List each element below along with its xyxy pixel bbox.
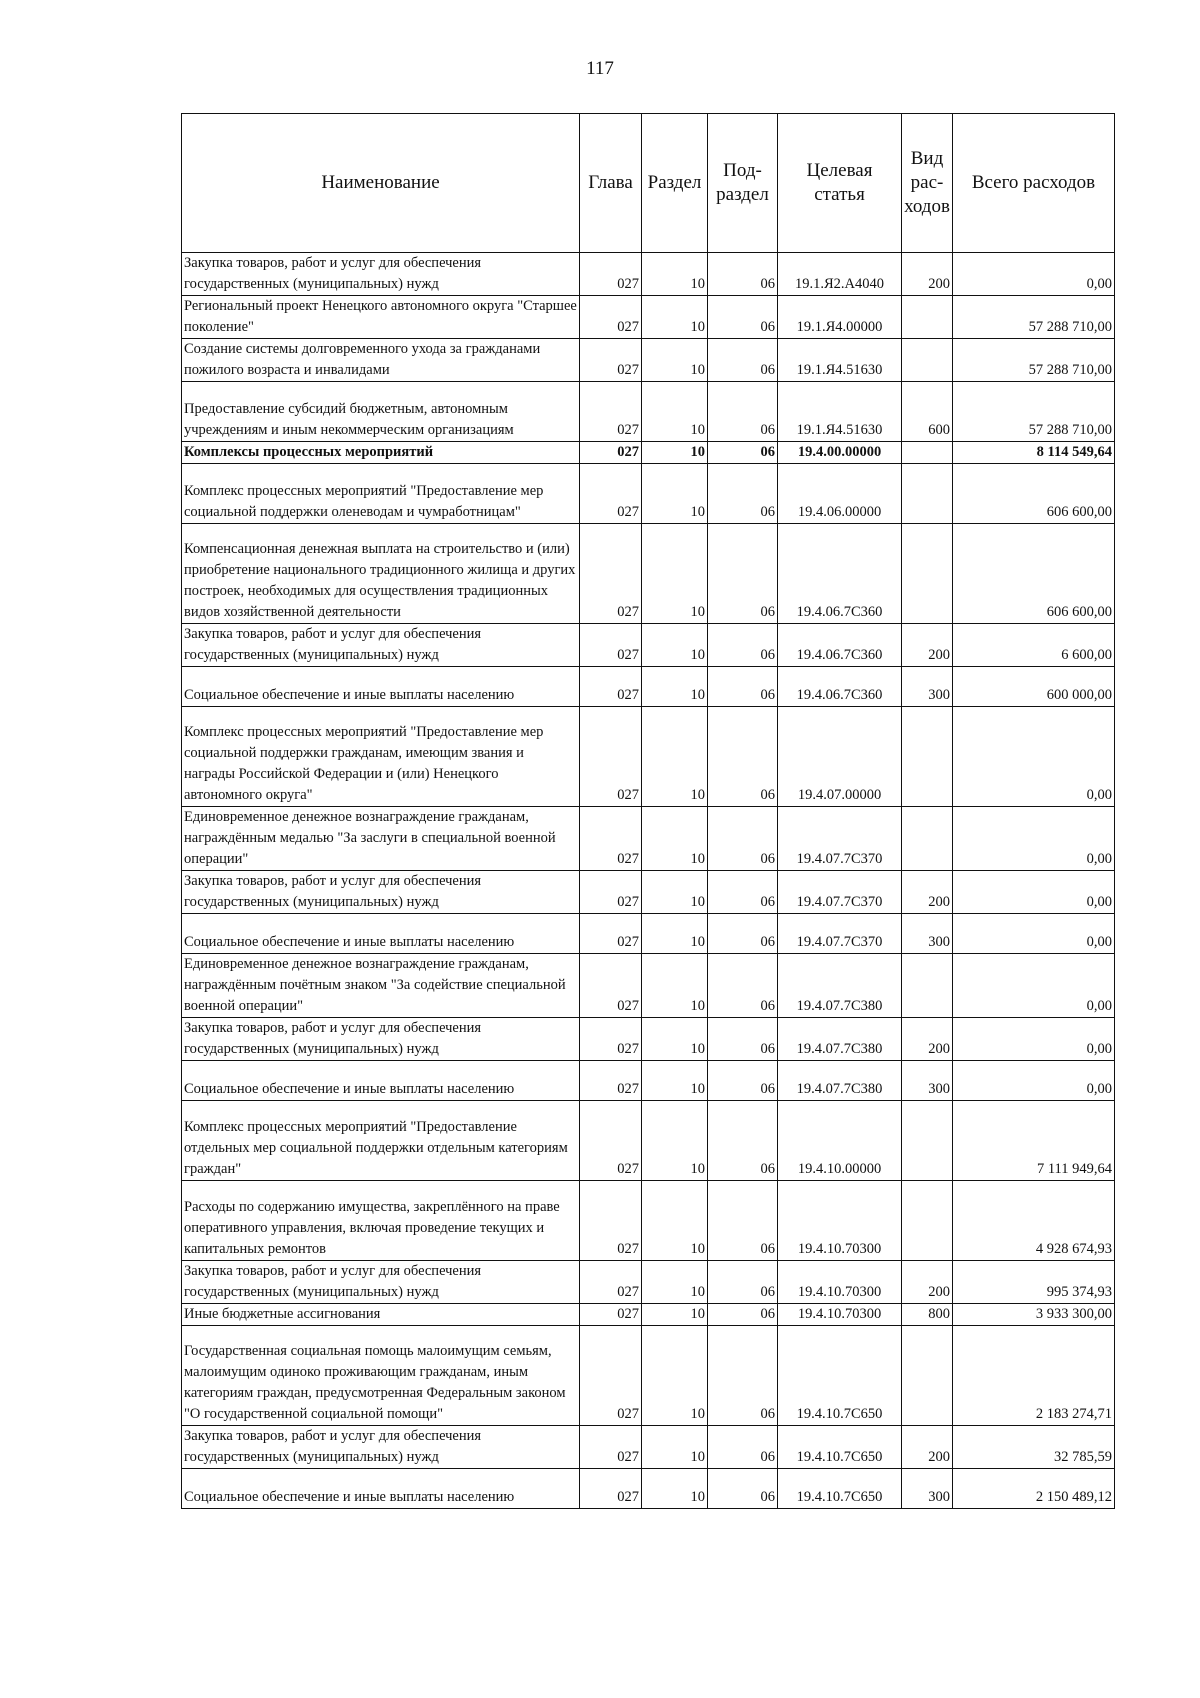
table-row — [182, 667, 1115, 707]
row-target: 19.4.06.7С360 — [778, 524, 902, 624]
row-chapter: 027 — [580, 1426, 642, 1469]
row-total: 0,00 — [953, 1018, 1115, 1061]
row-name: Закупка товаров, работ и услуг для обеспечения государственных (муниципальных) нужд — [182, 253, 580, 296]
row-type: 300 — [902, 914, 953, 954]
row-name: Государственная социальная помощь малоимущим семьям, малоимущим одиноко проживающим гражданам, иным категориям граждан, предусмотренная Федеральным законом "О государственной социальной помощи" — [182, 1326, 580, 1426]
row-subsection: 06 — [708, 1326, 778, 1426]
row-name: Социальное обеспечение и иные выплаты населению — [182, 1469, 580, 1509]
table-row — [182, 1304, 1115, 1326]
row-total: 7 111 949,64 — [953, 1101, 1115, 1181]
row-type: 300 — [902, 1469, 953, 1509]
table-row — [182, 707, 1115, 807]
row-type: 200 — [902, 871, 953, 914]
row-section: 10 — [642, 807, 708, 871]
row-section: 10 — [642, 1426, 708, 1469]
row-subsection: 06 — [708, 1061, 778, 1101]
table-row — [182, 954, 1115, 1018]
row-section: 10 — [642, 296, 708, 339]
row-section: 10 — [642, 1181, 708, 1261]
row-total: 2 150 489,12 — [953, 1469, 1115, 1509]
row-total: 0,00 — [953, 707, 1115, 807]
header-target-line1: Целевая — [806, 160, 873, 181]
row-section: 10 — [642, 1061, 708, 1101]
row-total: 600 000,00 — [953, 667, 1115, 707]
row-type: 200 — [902, 1261, 953, 1304]
table-row — [182, 1018, 1115, 1061]
row-section: 10 — [642, 253, 708, 296]
table-row — [182, 464, 1115, 524]
header-target — [778, 114, 902, 253]
row-type — [902, 339, 953, 382]
row-target: 19.4.10.70300 — [778, 1181, 902, 1261]
row-section: 10 — [642, 339, 708, 382]
row-chapter: 027 — [580, 807, 642, 871]
row-subsection: 06 — [708, 442, 778, 464]
row-chapter: 027 — [580, 1304, 642, 1326]
row-chapter: 027 — [580, 707, 642, 807]
table-row — [182, 339, 1115, 382]
row-section: 10 — [642, 1469, 708, 1509]
table-row — [182, 624, 1115, 667]
table-row — [182, 296, 1115, 339]
row-chapter: 027 — [580, 253, 642, 296]
row-type: 200 — [902, 1018, 953, 1061]
row-total: 0,00 — [953, 914, 1115, 954]
row-target: 19.4.07.7С380 — [778, 1018, 902, 1061]
row-subsection: 06 — [708, 296, 778, 339]
budget-table — [181, 113, 1115, 1509]
row-chapter: 027 — [580, 1181, 642, 1261]
row-total: 606 600,00 — [953, 464, 1115, 524]
row-subsection: 06 — [708, 954, 778, 1018]
table-row — [182, 524, 1115, 624]
header-subsection-line2: раздел — [716, 184, 769, 205]
row-section: 10 — [642, 707, 708, 807]
header-target-line2: статья — [814, 184, 865, 205]
row-type — [902, 954, 953, 1018]
row-total: 0,00 — [953, 1061, 1115, 1101]
row-total: 0,00 — [953, 871, 1115, 914]
row-chapter: 027 — [580, 1018, 642, 1061]
row-subsection: 06 — [708, 464, 778, 524]
row-name: Создание системы долговременного ухода за гражданами пожилого возраста и инвалидами — [182, 339, 580, 382]
row-target: 19.4.07.00000 — [778, 707, 902, 807]
row-target: 19.1.Я4.51630 — [778, 382, 902, 442]
row-type — [902, 807, 953, 871]
row-chapter: 027 — [580, 1326, 642, 1426]
row-type — [902, 464, 953, 524]
row-section: 10 — [642, 1101, 708, 1181]
row-type: 200 — [902, 1426, 953, 1469]
row-section: 10 — [642, 1304, 708, 1326]
table-row — [182, 382, 1115, 442]
row-name: Социальное обеспечение и иные выплаты населению — [182, 1061, 580, 1101]
row-target: 19.4.06.00000 — [778, 464, 902, 524]
row-total: 3 933 300,00 — [953, 1304, 1115, 1326]
row-name: Единовременное денежное вознаграждение гражданам, награждённым почётным знаком "За содействие специальной военной операции" — [182, 954, 580, 1018]
row-type: 800 — [902, 1304, 953, 1326]
row-name: Комплекс процессных мероприятий "Предоставление мер социальной поддержки оленеводам и чумработницам" — [182, 464, 580, 524]
row-subsection: 06 — [708, 339, 778, 382]
row-subsection: 06 — [708, 382, 778, 442]
row-total: 8 114 549,64 — [953, 442, 1115, 464]
row-subsection: 06 — [708, 524, 778, 624]
row-subsection: 06 — [708, 1181, 778, 1261]
row-name: Закупка товаров, работ и услуг для обеспечения государственных (муниципальных) нужд — [182, 1261, 580, 1304]
row-target: 19.4.00.00000 — [778, 442, 902, 464]
row-target: 19.4.07.7С370 — [778, 807, 902, 871]
page-number: 117 — [586, 58, 614, 79]
table-row — [182, 871, 1115, 914]
row-total: 995 374,93 — [953, 1261, 1115, 1304]
row-section: 10 — [642, 871, 708, 914]
row-type: 200 — [902, 624, 953, 667]
row-section: 10 — [642, 524, 708, 624]
header-type-line2: рас- — [910, 172, 944, 193]
row-name: Социальное обеспечение и иные выплаты населению — [182, 914, 580, 954]
row-chapter: 027 — [580, 464, 642, 524]
table-row — [182, 1181, 1115, 1261]
header-type — [902, 114, 953, 253]
table-row — [182, 807, 1115, 871]
row-section: 10 — [642, 464, 708, 524]
row-total: 0,00 — [953, 253, 1115, 296]
row-chapter: 027 — [580, 1469, 642, 1509]
row-name: Социальное обеспечение и иные выплаты населению — [182, 667, 580, 707]
row-section: 10 — [642, 1326, 708, 1426]
row-total: 6 600,00 — [953, 624, 1115, 667]
row-subsection: 06 — [708, 1304, 778, 1326]
header-chapter: Глава — [580, 114, 642, 253]
header-subsection — [708, 114, 778, 253]
table-body — [182, 253, 1115, 1509]
row-target: 19.4.06.7С360 — [778, 624, 902, 667]
table-row — [182, 442, 1115, 464]
row-chapter: 027 — [580, 524, 642, 624]
row-target: 19.4.10.70300 — [778, 1304, 902, 1326]
row-section: 10 — [642, 914, 708, 954]
row-section: 10 — [642, 667, 708, 707]
table-row — [182, 1061, 1115, 1101]
row-target: 19.4.10.7С650 — [778, 1326, 902, 1426]
row-name: Региональный проект Ненецкого автономного округа "Старшее поколение" — [182, 296, 580, 339]
row-type — [902, 1326, 953, 1426]
row-total: 57 288 710,00 — [953, 339, 1115, 382]
row-target: 19.4.10.7С650 — [778, 1469, 902, 1509]
row-target: 19.4.10.00000 — [778, 1101, 902, 1181]
row-target: 19.1.Я4.00000 — [778, 296, 902, 339]
table-row — [182, 1426, 1115, 1469]
row-type — [902, 524, 953, 624]
row-subsection: 06 — [708, 707, 778, 807]
row-target: 19.1.Я2.А4040 — [778, 253, 902, 296]
row-total: 32 785,59 — [953, 1426, 1115, 1469]
row-total: 2 183 274,71 — [953, 1326, 1115, 1426]
table-row — [182, 914, 1115, 954]
row-type — [902, 1181, 953, 1261]
row-subsection: 06 — [708, 253, 778, 296]
row-chapter: 027 — [580, 296, 642, 339]
row-target: 19.4.07.7С380 — [778, 1061, 902, 1101]
row-type: 200 — [902, 253, 953, 296]
header-subsection-line1: Под- — [723, 160, 762, 181]
row-section: 10 — [642, 382, 708, 442]
row-name: Комплексы процессных мероприятий — [182, 442, 580, 464]
table-row — [182, 1326, 1115, 1426]
row-chapter: 027 — [580, 382, 642, 442]
row-type: 300 — [902, 667, 953, 707]
row-section: 10 — [642, 954, 708, 1018]
row-subsection: 06 — [708, 1469, 778, 1509]
row-type — [902, 442, 953, 464]
row-total: 0,00 — [953, 807, 1115, 871]
table-header-row — [182, 114, 1115, 253]
row-section: 10 — [642, 1261, 708, 1304]
row-name: Закупка товаров, работ и услуг для обеспечения государственных (муниципальных) нужд — [182, 1426, 580, 1469]
row-type: 600 — [902, 382, 953, 442]
row-subsection: 06 — [708, 1426, 778, 1469]
row-total: 57 288 710,00 — [953, 296, 1115, 339]
row-chapter: 027 — [580, 667, 642, 707]
row-target: 19.4.06.7С360 — [778, 667, 902, 707]
row-name: Закупка товаров, работ и услуг для обеспечения государственных (муниципальных) нужд — [182, 624, 580, 667]
row-chapter: 027 — [580, 442, 642, 464]
row-chapter: 027 — [580, 914, 642, 954]
row-name: Закупка товаров, работ и услуг для обеспечения государственных (муниципальных) нужд — [182, 1018, 580, 1061]
row-subsection: 06 — [708, 871, 778, 914]
header-type-line1: Вид — [910, 148, 944, 169]
row-chapter: 027 — [580, 339, 642, 382]
row-target: 19.4.10.70300 — [778, 1261, 902, 1304]
header-total: Всего расходов — [953, 114, 1115, 253]
table-row — [182, 1469, 1115, 1509]
row-chapter: 027 — [580, 624, 642, 667]
header-type-line3: ходов — [904, 196, 950, 217]
row-chapter: 027 — [580, 954, 642, 1018]
row-target: 19.4.10.7С650 — [778, 1426, 902, 1469]
row-target: 19.4.07.7С370 — [778, 871, 902, 914]
row-chapter: 027 — [580, 1101, 642, 1181]
row-subsection: 06 — [708, 1101, 778, 1181]
table-row — [182, 1261, 1115, 1304]
row-target: 19.1.Я4.51630 — [778, 339, 902, 382]
row-target: 19.4.07.7С380 — [778, 954, 902, 1018]
row-name: Расходы по содержанию имущества, закреплённого на праве оперативного управления, включая проведение текущих и капитальных ремонтов — [182, 1181, 580, 1261]
row-subsection: 06 — [708, 667, 778, 707]
row-subsection: 06 — [708, 914, 778, 954]
row-name: Компенсационная денежная выплата на строительство и (или) приобретение национального традиционного жилища и других построек, необходимых для осуществления традиционных видов хозяйственной деятельности — [182, 524, 580, 624]
table-row — [182, 1101, 1115, 1181]
row-chapter: 027 — [580, 1061, 642, 1101]
row-name: Иные бюджетные ассигнования — [182, 1304, 580, 1326]
row-section: 10 — [642, 1018, 708, 1061]
header-name: Наименование — [182, 114, 580, 253]
row-total: 606 600,00 — [953, 524, 1115, 624]
row-name: Единовременное денежное вознаграждение гражданам, награждённым медалью "За заслуги в специальной военной операции" — [182, 807, 580, 871]
row-total: 57 288 710,00 — [953, 382, 1115, 442]
table-row — [182, 253, 1115, 296]
row-chapter: 027 — [580, 1261, 642, 1304]
row-type — [902, 296, 953, 339]
row-subsection: 06 — [708, 1261, 778, 1304]
row-total: 4 928 674,93 — [953, 1181, 1115, 1261]
row-total: 0,00 — [953, 954, 1115, 1018]
row-section: 10 — [642, 624, 708, 667]
row-name: Предоставление субсидий бюджетным, автономным учреждениям и иным некоммерческим организациям — [182, 382, 580, 442]
row-subsection: 06 — [708, 1018, 778, 1061]
row-type: 300 — [902, 1061, 953, 1101]
row-type — [902, 1101, 953, 1181]
header-section: Раздел — [642, 114, 708, 253]
row-subsection: 06 — [708, 807, 778, 871]
row-type — [902, 707, 953, 807]
row-section: 10 — [642, 442, 708, 464]
row-name: Закупка товаров, работ и услуг для обеспечения государственных (муниципальных) нужд — [182, 871, 580, 914]
row-chapter: 027 — [580, 871, 642, 914]
row-subsection: 06 — [708, 624, 778, 667]
row-target: 19.4.07.7С370 — [778, 914, 902, 954]
row-name: Комплекс процессных мероприятий "Предоставление мер социальной поддержки гражданам, имеющим звания и награды Российской Федерации и (или) Ненецкого автономного округа" — [182, 707, 580, 807]
row-name: Комплекс процессных мероприятий "Предоставление отдельных мер социальной поддержки отдельным категориям граждан" — [182, 1101, 580, 1181]
